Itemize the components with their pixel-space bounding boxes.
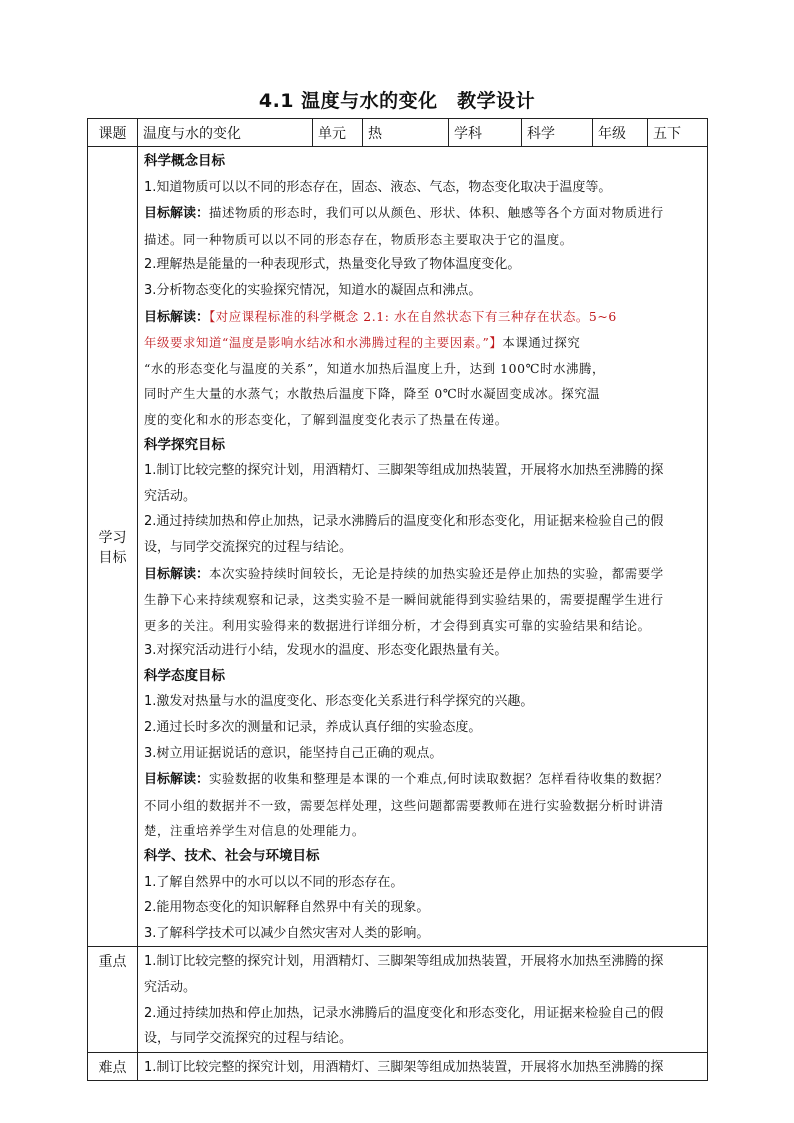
- key-point-1-line-1: 1.制订比较完整的探究计划，用酒精灯、三脚架等组成加热装置，开展将水加热至沸腾的探: [144, 954, 664, 970]
- attitude-item-2: 2.通过长时多次的测量和记录，养成认真仔细的实验态度。: [144, 720, 482, 736]
- header-row: [88, 119, 708, 147]
- concept-item-1: 1.知道物质可以以不同的形态存在，固态、液态、气态，物态变化取决于温度等。: [144, 179, 612, 195]
- interp-2-line-5: 度的变化和水的形态变化，了解到温度变化表示了热量在传递。: [144, 411, 508, 427]
- document-title: 4.1 温度与水的变化 教学设计: [258, 90, 536, 112]
- topic-label: 课题: [88, 119, 138, 147]
- interp-2-line-4: 同时产生大量的水蒸气；水散热后温度下降，降至 0℃时水凝固变成冰。探究温: [144, 386, 601, 402]
- curriculum-standard-note: 【对应课程标准的科学概念 2.1: 水在自然状态下有三种存在状态。5~6: [209, 308, 617, 324]
- interp-2-line-3: “水的形态变化与温度的关系”，知道水加热后温度上升，达到 100℃时水沸腾，: [144, 360, 606, 376]
- interp-2-line-1: 目标解读：【对应课程标准的科学概念 2.1: 水在自然状态下有三种存在状态。5~6: [144, 308, 617, 325]
- sts-heading: 科学、技术、社会与环境目标: [144, 848, 320, 865]
- concept-heading: 科学概念目标: [144, 153, 225, 169]
- interp-3-line-2: 生静下心来持续观察和记录，这类实验不是一瞬间就能得到实验结果的，需要提醒学生进行: [144, 592, 664, 608]
- interp-3-line-1: 目标解读：本次实验持续时间较长，无论是持续的加热实验还是停止加热的实验，都需要学: [144, 565, 664, 582]
- concept-item-2: 2.理解热是能量的一种表现形式，热量变化导致了物体温度变化。: [144, 257, 521, 273]
- grade-value: 五下: [648, 119, 708, 147]
- key-point-2-line-2: 设，与同学交流探究的过程与结论。: [144, 1031, 353, 1047]
- unit-label: 单元: [313, 119, 363, 147]
- difficulties-content: [138, 1052, 708, 1081]
- subject-label: 学科: [449, 119, 522, 147]
- interp-4-line-2: 不同小组的数据并不一致，需要怎样处理，这些问题都需要教师在进行实验数据分析时讲清: [144, 797, 664, 813]
- goals-label-line1: 学习: [98, 529, 127, 546]
- attitude-item-3: 3.树立用证据说话的意识，能坚持自己正确的观点。: [144, 745, 443, 761]
- key-point-1-line-2: 究活动。: [144, 980, 197, 995]
- goals-content: [138, 147, 708, 947]
- difficulties-label: 难点: [88, 1052, 138, 1081]
- lesson-plan-table: [87, 118, 708, 1081]
- interp-2-line-2: 年级要求知道“温度是影响水结冰和水沸腾过程的主要因素。”】本课通过探究: [144, 335, 581, 351]
- grade-label: 年级: [593, 119, 648, 147]
- attitude-item-1: 1.激发对热量与水的温度变化、形态变化关系进行科学探究的兴趣。: [144, 694, 534, 710]
- unit-value: 热: [363, 119, 449, 147]
- attitude-heading: 科学态度目标: [144, 667, 225, 684]
- interp-label: 目标解读：: [144, 206, 210, 222]
- key-point-2-line-1: 2.通过持续加热和停止加热，记录水沸腾后的温度变化和形态变化，用证据来检验自己的假: [144, 1005, 664, 1021]
- inquiry-item-3: 3.对探究活动进行小结，发现水的温度、形态变化跟热量有关。: [144, 643, 508, 659]
- topic-value: 温度与水的变化: [138, 119, 313, 147]
- key-points-content: [138, 947, 708, 1052]
- difficulties-row: [88, 1052, 708, 1081]
- inquiry-item-2-line-1: 2.通过持续加热和停止加热，记录水沸腾后的温度变化和形态变化，用证据来检验自己的假: [144, 514, 664, 530]
- key-points-row: [88, 947, 708, 1052]
- inquiry-item-1-line-1: 1.制订比较完整的探究计划，用酒精灯、三脚架等组成加热装置，开展将水加热至沸腾的探: [144, 463, 664, 479]
- interp-3-line-3: 更多的关注。利用实验得来的数据进行详细分析，才会得到真实可靠的实验结果和结论。: [144, 617, 651, 633]
- sts-item-1: 1.了解自然界中的水可以以不同的形态存在。: [144, 874, 404, 890]
- difficulty-1-line-1: 1.制订比较完整的探究计划，用酒精灯、三脚架等组成加热装置，开展将水加热至沸腾的探: [144, 1059, 664, 1075]
- interp-1-line-1: 目标解读：描述物质的形态时，我们可以从颜色、形状、体积、触感等各个方面对物质进行: [144, 205, 664, 222]
- inquiry-item-2-line-2: 设，与同学交流探究的过程与结论。: [144, 539, 353, 555]
- interp-4-line-1: 目标解读：实验数据的收集和整理是本课的一个难点,何时读取数据？怎样看待收集的数据？: [144, 771, 669, 788]
- interp-1-line-2: 描述。同一种物质可以以不同的形态存在，物质形态主要取决于它的温度。: [144, 231, 573, 247]
- inquiry-heading: 科学探究目标: [144, 436, 225, 453]
- key-points-label: 重点: [88, 947, 138, 1052]
- goals-label-line2: 目标: [98, 549, 127, 566]
- sts-item-3: 3.了解科学技术可以减少自然灾害对人类的影响。: [144, 925, 430, 941]
- inquiry-item-1-line-2: 究活动。: [144, 488, 197, 504]
- sts-item-2: 2.能用物态变化的知识解释自然界中有关的现象。: [144, 900, 430, 916]
- goals-row: [88, 147, 708, 947]
- concept-item-3: 3.分析物态变化的实验探究情况，知道水的凝固点和沸点。: [144, 282, 482, 298]
- subject-value: 科学: [522, 119, 593, 147]
- interp-4-line-3: 楚，注重培养学生对信息的处理能力。: [144, 823, 365, 839]
- goals-label: [88, 147, 138, 947]
